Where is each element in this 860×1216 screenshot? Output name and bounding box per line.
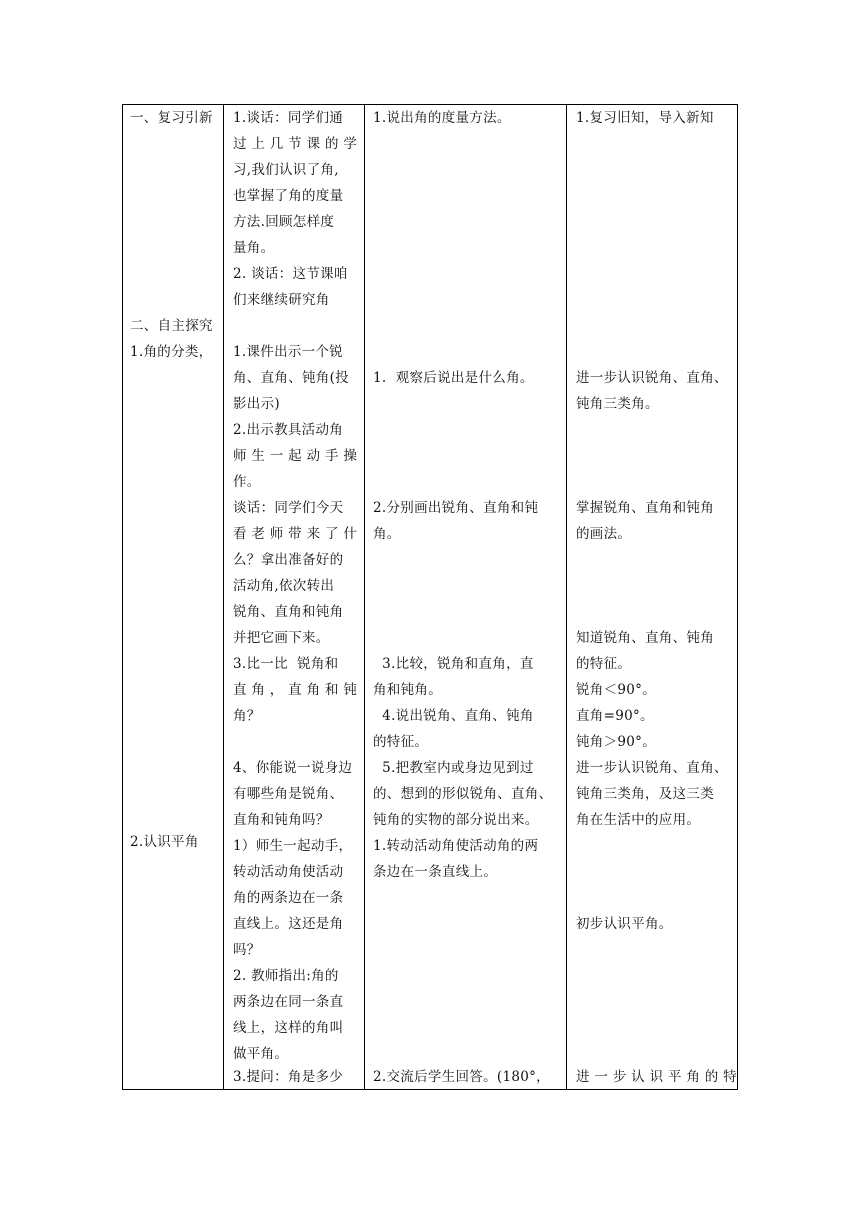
text-line: 的、想到的形似锐角、直角、 bbox=[373, 786, 553, 802]
text-line: 4.说出锐角、直角、钝角 bbox=[373, 708, 534, 724]
table-divider-1 bbox=[223, 104, 224, 1090]
text-line: 1.课件出示一个锐 bbox=[233, 344, 344, 360]
text-line: 角和钝角。 bbox=[373, 682, 442, 698]
text-line: 进一步认识锐角、直角、 bbox=[576, 370, 728, 386]
text-line: 谈话：同学们今天 bbox=[233, 500, 344, 516]
text-line: 方法.回顾怎样度 bbox=[233, 214, 335, 230]
text-line: 角的两条边在一条 bbox=[233, 890, 344, 906]
table-divider-2 bbox=[364, 104, 365, 1090]
text-line: 的特征。 bbox=[373, 734, 429, 750]
text-line: 直角=90°。 bbox=[576, 708, 654, 724]
text-line: 两条边在同一条直 bbox=[233, 994, 344, 1010]
text-line: 2. 教师指出:角的 bbox=[233, 968, 339, 984]
text-line: 1.角的分类， bbox=[130, 344, 213, 360]
text-line: 2. 谈话：这节课咱 bbox=[233, 266, 348, 282]
text-line: 直角和钝角吗？ bbox=[233, 812, 330, 828]
text-line: 量角。 bbox=[233, 240, 275, 256]
text-line: 2.出示教具活动角 bbox=[233, 422, 344, 438]
text-line: 习,我们认识了角, bbox=[233, 162, 339, 178]
text-line: 线上，这样的角叫 bbox=[233, 1020, 344, 1036]
text-line: 的画法。 bbox=[576, 526, 632, 542]
text-line: 钝角三类角。 bbox=[576, 396, 659, 412]
text-line: 1.说出角的度量方法。 bbox=[373, 110, 511, 126]
text-line: 么？拿出准备好的 bbox=[233, 552, 344, 568]
text-line: 1）师生一起动手， bbox=[233, 838, 353, 854]
text-line: 们来继续研究角 bbox=[233, 292, 330, 308]
text-line: 3.比一比 锐角和 bbox=[233, 656, 339, 672]
text-line: 1.复习旧知，导入新知 bbox=[576, 110, 714, 126]
text-line: 的特征。 bbox=[576, 656, 632, 672]
text-line: 钝角＞90°。 bbox=[576, 734, 657, 750]
text-line: 影出示) bbox=[233, 396, 280, 412]
text-line: 钝角的实物的部分说出来。 bbox=[373, 812, 539, 828]
table-border-right bbox=[737, 104, 738, 1090]
text-line: 直 角 ， 直 角 和 钝 bbox=[233, 682, 358, 698]
table-border-left bbox=[122, 104, 123, 1090]
table-divider-3 bbox=[566, 104, 567, 1090]
text-line: 3.比较，锐角和直角，直 bbox=[373, 656, 534, 672]
text-line: 做平角。 bbox=[233, 1046, 289, 1062]
text-line: 钝角三类角，及这三类 bbox=[576, 786, 714, 802]
text-line: 1.谈话：同学们通 bbox=[233, 110, 344, 126]
text-line: 二、自主探究 bbox=[130, 318, 213, 334]
text-line: 作。 bbox=[233, 474, 261, 490]
text-line: 角。 bbox=[373, 526, 401, 542]
text-line: 1.转动活动角使活动角的两 bbox=[373, 838, 539, 854]
text-line: 角？ bbox=[233, 708, 261, 724]
text-line: 也掌握了角的度量 bbox=[233, 188, 344, 204]
text-line: 吗？ bbox=[233, 942, 261, 958]
text-line: 2.认识平角 bbox=[130, 834, 199, 850]
text-line: 1. 观察后说出是什么角。 bbox=[373, 370, 534, 386]
text-line: 5.把教室内或身边见到过 bbox=[373, 760, 534, 776]
text-line: 有哪些角是锐角、 bbox=[233, 786, 344, 802]
text-line: 转动活动角使活动 bbox=[233, 864, 344, 880]
text-line: 2.交流后学生回答。(180°， bbox=[373, 1069, 550, 1085]
text-line: 师 生 一 起 动 手 操 bbox=[233, 448, 358, 464]
text-line: 掌握锐角、直角和钝角 bbox=[576, 500, 714, 516]
text-line: 角、直角、钝角(投 bbox=[233, 370, 349, 386]
text-line: 角在生活中的应用。 bbox=[576, 812, 701, 828]
text-line: 进一步认识锐角、直角、 bbox=[576, 760, 728, 776]
text-line: 活动角,依次转出 bbox=[233, 578, 335, 594]
text-line: 3.提问：角是多少 bbox=[233, 1069, 344, 1085]
text-line: 条边在一条直线上。 bbox=[373, 864, 498, 880]
text-line: 知道锐角、直角、钝角 bbox=[576, 630, 714, 646]
text-line: 锐角＜90°。 bbox=[576, 682, 657, 698]
text-line: 锐角、直角和钝角 bbox=[233, 604, 344, 620]
text-line: 2.分别画出锐角、直角和钝 bbox=[373, 500, 539, 516]
text-line: 初步认识平角。 bbox=[576, 916, 673, 932]
text-line: 过 上 几 节 课 的 学 bbox=[233, 136, 358, 152]
text-line: 直线上。这还是角 bbox=[233, 916, 344, 932]
text-line: 进 一 步 认 识 平 角 的 特 bbox=[576, 1069, 737, 1085]
text-line: 并把它画下来。 bbox=[233, 630, 330, 646]
text-line: 看 老 师 带 来 了 什 bbox=[233, 526, 358, 542]
text-line: 一、复习引新 bbox=[130, 110, 213, 126]
text-line: 4、你能说一说身边 bbox=[233, 760, 353, 776]
